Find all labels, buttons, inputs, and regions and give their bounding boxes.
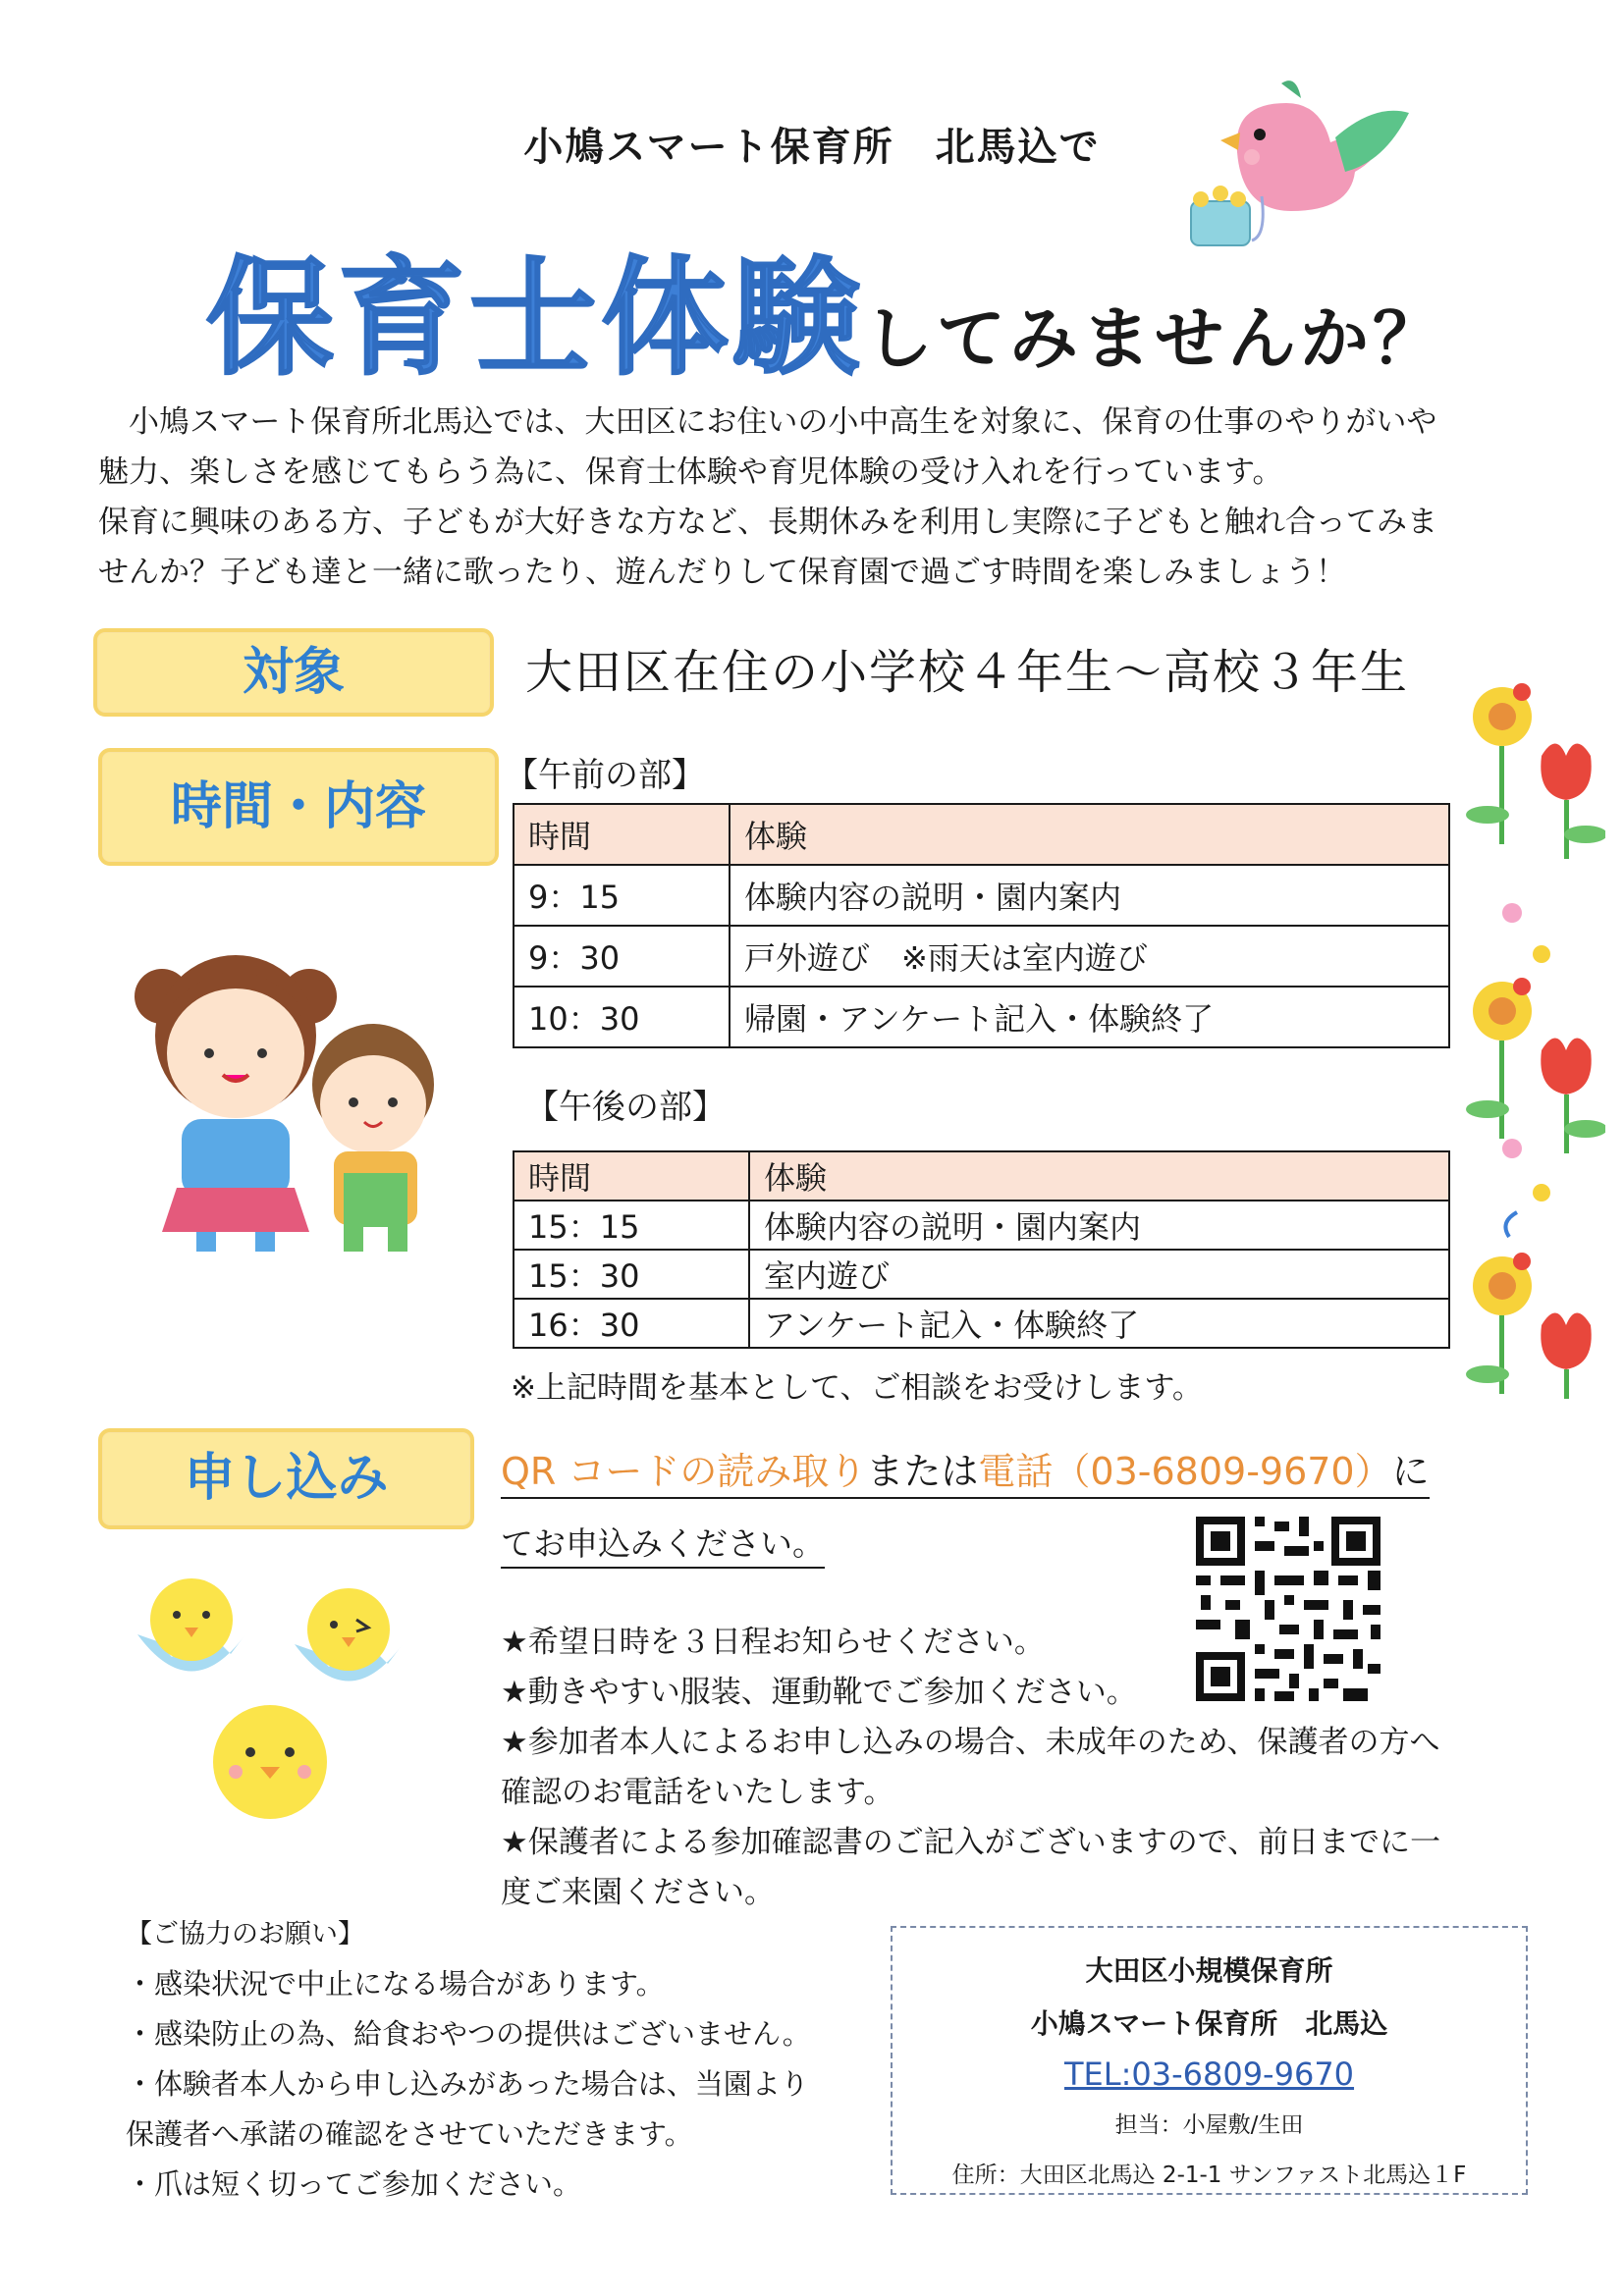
or-text: または — [866, 1450, 978, 1499]
apply-notes — [501, 1618, 1532, 1918]
table-header-activity: 体験 — [730, 804, 1449, 865]
contact-address: 住所：大田区北馬込 2-1-1 サンファスト北馬込１F — [951, 2163, 1467, 2188]
tel-link[interactable]: 電話（03-6809-9670） — [978, 1450, 1391, 1499]
apply-label: 申し込み — [98, 1428, 474, 1529]
table-row — [514, 926, 1449, 987]
time-cell: 10：30 — [514, 987, 730, 1047]
table-row — [514, 865, 1449, 926]
table-row — [514, 1201, 1449, 1250]
chicks-illustration — [123, 1561, 417, 1836]
contact-org: 大田区小規模保育所 — [1085, 1954, 1333, 1987]
qr-link[interactable]: QR コードの読み取り — [501, 1450, 866, 1499]
cooperation-item: ・爪は短く切ってご参加ください。 — [126, 2167, 582, 2201]
table-row — [514, 987, 1449, 1047]
time-cell: 9：15 — [514, 865, 730, 926]
contact-name: 小鳩スマート保育所 北馬込 — [1030, 2007, 1388, 2040]
apply-line2 — [501, 1519, 825, 1565]
intro-line: 保育に興味のある方、子どもが大好きな方など、長期休みを利用し実際に子どもと触れ合ってみま — [98, 505, 1437, 540]
schedule-label: 時間・内容 — [98, 748, 499, 866]
apply-note-line: 度ご来園ください。 — [501, 1875, 775, 1910]
cooperation-item: ・感染状況で中止になる場合があります。 — [126, 1967, 665, 2001]
activity-cell: 帰園・アンケート記入・体験終了 — [730, 987, 1449, 1047]
apply-note-line: ★希望日時を３日程お知らせください。 — [501, 1625, 1045, 1660]
ni-text: に — [1392, 1450, 1430, 1499]
girl-boy-illustration — [123, 937, 476, 1261]
time-cell: 16：30 — [514, 1299, 749, 1348]
headline-small: してみませんか？ — [864, 298, 1446, 379]
intro-line: 魅力、楽しさを感じてもらう為に、保育士体験や育児体験の受け入れを行っています。 — [98, 454, 1283, 490]
morning-title: 【午前の部】 — [505, 756, 705, 795]
afternoon-title: 【午後の部】 — [525, 1088, 726, 1127]
flower-icon — [1458, 677, 1605, 1404]
activity-cell: 戸外遊び ※雨天は室内遊び — [730, 926, 1449, 987]
apply-note-line: ★動きやすい服装、運動靴でご参加ください。 — [501, 1675, 1137, 1710]
apply-line2-text: てお申込みください。 — [501, 1524, 825, 1569]
activity-cell: アンケート記入・体験終了 — [749, 1299, 1449, 1348]
target-label: 対象 — [93, 628, 494, 717]
target-text: 大田区在住の小学校４年生～高校３年生 — [525, 645, 1410, 700]
headline — [206, 216, 1445, 400]
cooperation-title: 【ご協力のお願い】 — [126, 1919, 364, 1949]
cooperation-section — [126, 1909, 892, 2210]
contact-tel-link[interactable]: TEL:03-6809-9670 — [1063, 2056, 1355, 2093]
time-cell: 15：30 — [514, 1250, 749, 1299]
cooperation-item: ・体験者本人から申し込みがあった場合は、当園より — [126, 2067, 809, 2101]
table-header-time: 時間 — [514, 804, 730, 865]
time-cell: 15：15 — [514, 1201, 749, 1250]
activity-cell: 体験内容の説明・園内案内 — [749, 1201, 1449, 1250]
intro-text — [98, 398, 1551, 598]
apply-note-line: ★参加者本人によるお申し込みの場合、未成年のため、保護者の方へ — [501, 1725, 1440, 1760]
table-header-activity: 体験 — [749, 1151, 1449, 1201]
activity-cell: 室内遊び — [749, 1250, 1449, 1299]
contact-staff: 担当：小屋敷/生田 — [1114, 2112, 1304, 2138]
time-cell: 9：30 — [514, 926, 730, 987]
cooperation-item: 保護者へ承諾の確認をさせていただきます。 — [126, 2117, 693, 2151]
table-header-time: 時間 — [514, 1151, 749, 1201]
intro-line: 小鳩スマート保育所北馬込では、大田区にお住いの小中高生を対象に、保育の仕事のやりがいや — [98, 404, 1437, 440]
table-row — [514, 1250, 1449, 1299]
apply-note-line: ★保護者による参加確認書のご記入がございますので、前日までに一 — [501, 1825, 1441, 1860]
headline-big: 保育士体験 — [206, 243, 865, 393]
apply-line — [501, 1441, 1430, 1495]
table-row — [514, 1299, 1449, 1348]
cooperation-item: ・感染防止の為、給食おやつの提供はございません。 — [126, 2017, 811, 2051]
header-subtitle: 小鳩スマート保育所 北馬込で — [523, 125, 1101, 170]
afternoon-table — [513, 1150, 1450, 1349]
morning-table — [513, 803, 1450, 1048]
contact-box — [891, 1926, 1528, 2195]
activity-cell: 体験内容の説明・園内案内 — [730, 865, 1449, 926]
apply-note-line: 確認のお電話をいたします。 — [501, 1775, 894, 1810]
schedule-note: ※上記時間を基本として、ご相談をお受けします。 — [511, 1370, 1203, 1406]
intro-line: せんか？子ども達と一緒に歌ったり、遊んだりして保育園で過ごす時間を楽しみましょう！ — [98, 555, 1346, 590]
